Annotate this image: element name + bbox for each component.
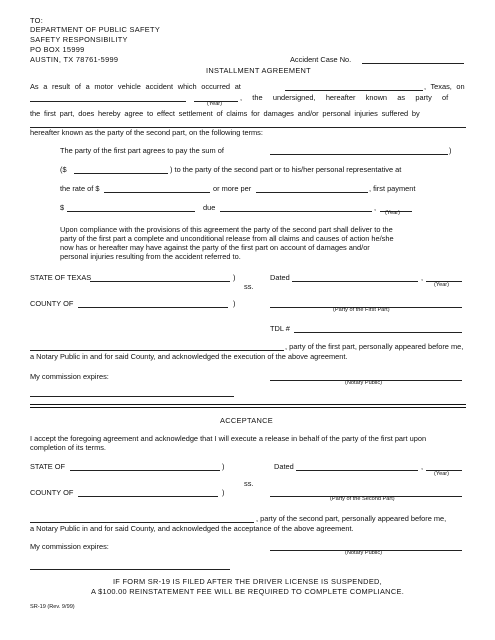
- dated-label: Dated: [270, 273, 290, 282]
- state-label: STATE OF TEXAS: [30, 273, 92, 282]
- sum-words-field[interactable]: [270, 154, 448, 155]
- county-label: COUNTY OF: [30, 299, 74, 308]
- paren: ): [233, 299, 236, 308]
- address-line-2: SAFETY RESPONSIBILITY: [30, 35, 128, 44]
- terms-line-2-start: ($: [60, 165, 67, 174]
- acceptance-line-2: completion of its terms.: [30, 443, 106, 452]
- accident-case-label: Accident Case No.: [290, 55, 352, 64]
- intro-line-3: the first part, does hereby agree to effect settlement of claims for damages and/or personal injuries suffered by: [30, 109, 420, 118]
- terms-line-1-end: ): [449, 146, 452, 155]
- terms-line-4-due: due: [203, 203, 216, 212]
- tdl-field[interactable]: [294, 332, 462, 333]
- first-party-name-field[interactable]: [30, 350, 284, 351]
- intro-line-2: , the undersigned, hereafter known as party of: [240, 93, 449, 102]
- acceptance-title: ACCEPTANCE: [220, 416, 273, 425]
- rate-amount-field[interactable]: [104, 192, 210, 193]
- dated-field[interactable]: [292, 281, 418, 282]
- ss-label: ss.: [244, 479, 254, 488]
- terms-line-3-start: the rate of $: [60, 184, 100, 193]
- form-title: INSTALLMENT AGREEMENT: [206, 66, 311, 75]
- to-label: TO:: [30, 16, 44, 25]
- address-line-1: DEPARTMENT OF PUBLIC SAFETY: [30, 25, 161, 34]
- second-party-label: (Party of the Second Part): [330, 496, 395, 502]
- commission-expires-field[interactable]: [30, 396, 234, 397]
- accident-location-field[interactable]: [285, 90, 423, 91]
- section-divider: [30, 407, 466, 408]
- year-label: (Year): [207, 101, 223, 107]
- dated-comma: ,: [421, 462, 424, 471]
- commission-expires-field[interactable]: [30, 569, 230, 570]
- fee-warning-line-1: IF FORM SR-19 IS FILED AFTER THE DRIVER LICENSE IS SUSPENDED,: [112, 577, 383, 586]
- intro-line-1: As a result of a motor vehicle accident which occurred at: [30, 82, 241, 91]
- state-field[interactable]: [90, 281, 230, 282]
- acknowledgment-line-2: a Notary Public in and for said County, and acknowledged the acceptance of the above agreement.: [30, 524, 354, 533]
- year-label: (Year): [434, 471, 450, 477]
- year-label: (Year): [385, 210, 401, 216]
- state-field[interactable]: [70, 470, 220, 471]
- dated-comma: ,: [421, 273, 424, 282]
- dated-field[interactable]: [296, 470, 418, 471]
- ss-label: ss.: [244, 282, 254, 291]
- dated-label: Dated: [274, 462, 294, 471]
- intro-line-4: hereafter known as the party of the second part, on the following terms:: [30, 128, 263, 137]
- tdl-label: TDL #: [270, 324, 290, 333]
- accident-case-field[interactable]: [362, 63, 464, 64]
- terms-line-4-comma: ,: [374, 203, 377, 212]
- release-line-2: party of the first part a complete and unconditional release from all claims and causes of action he/she: [60, 234, 394, 243]
- state-label: STATE OF: [30, 462, 66, 471]
- county-field[interactable]: [78, 496, 218, 497]
- fee-warning-line-2: A $100.00 REINSTATEMENT FEE WILL BE REQUIRED TO COMPLETE COMPLIANCE.: [90, 587, 405, 596]
- county-label: COUNTY OF: [30, 488, 74, 497]
- paren: ): [222, 488, 225, 497]
- acknowledgment-line-1: , party of the first part, personally appeared before me,: [285, 342, 464, 351]
- form-id: SR-19 (Rev. 9/99): [30, 604, 75, 610]
- year-label: (Year): [434, 282, 450, 288]
- county-field[interactable]: [78, 307, 228, 308]
- sum-amount-field[interactable]: [74, 173, 168, 174]
- first-payment-date-field[interactable]: [220, 211, 372, 212]
- notary-label: (Notary Public): [345, 380, 382, 386]
- terms-line-3-mid: or more per: [213, 184, 252, 193]
- notary-label: (Notary Public): [345, 550, 382, 556]
- terms-line-1: The party of the first part agrees to pay the sum of: [60, 146, 224, 155]
- address-line-3: PO BOX 15999: [30, 45, 85, 54]
- paren: ): [222, 462, 225, 471]
- release-line-3: now has or hereafter may have against the party of the first part on account of damages and/or: [60, 243, 370, 252]
- rate-period-field[interactable]: [256, 192, 368, 193]
- section-divider: [30, 404, 466, 405]
- acknowledgment-line-1: , party of the second part, personally appeared before me,: [256, 514, 447, 523]
- address-line-4: AUSTIN, TX 78761-5999: [30, 55, 119, 64]
- accident-date-field[interactable]: [30, 101, 186, 102]
- intro-line-1-end: , Texas, on: [424, 82, 465, 91]
- first-payment-amount-field[interactable]: [67, 211, 195, 212]
- terms-line-4-start: $: [60, 203, 65, 212]
- terms-line-2: ) to the party of the second part or to his/her personal representative at: [170, 165, 402, 174]
- release-line-4: personal injuries resulting from the accident referred to.: [60, 252, 241, 261]
- second-party-name-field[interactable]: [30, 522, 254, 523]
- acknowledgment-line-2: a Notary Public in and for said County, and acknowledged the execution of the above agreement.: [30, 352, 348, 361]
- first-party-label: (Party of the First Part): [333, 307, 390, 313]
- acceptance-line-1: I accept the foregoing agreement and acknowledge that I will execute a release in behalf of the party of the first part upon: [30, 434, 427, 443]
- commission-label: My commission expires:: [30, 542, 109, 551]
- paren: ): [233, 273, 236, 282]
- commission-label: My commission expires:: [30, 372, 109, 381]
- terms-line-3-end: , first payment: [369, 184, 416, 193]
- release-line-1: Upon compliance with the provisions of this agreement the party of the second part shall deliver to the: [60, 225, 393, 234]
